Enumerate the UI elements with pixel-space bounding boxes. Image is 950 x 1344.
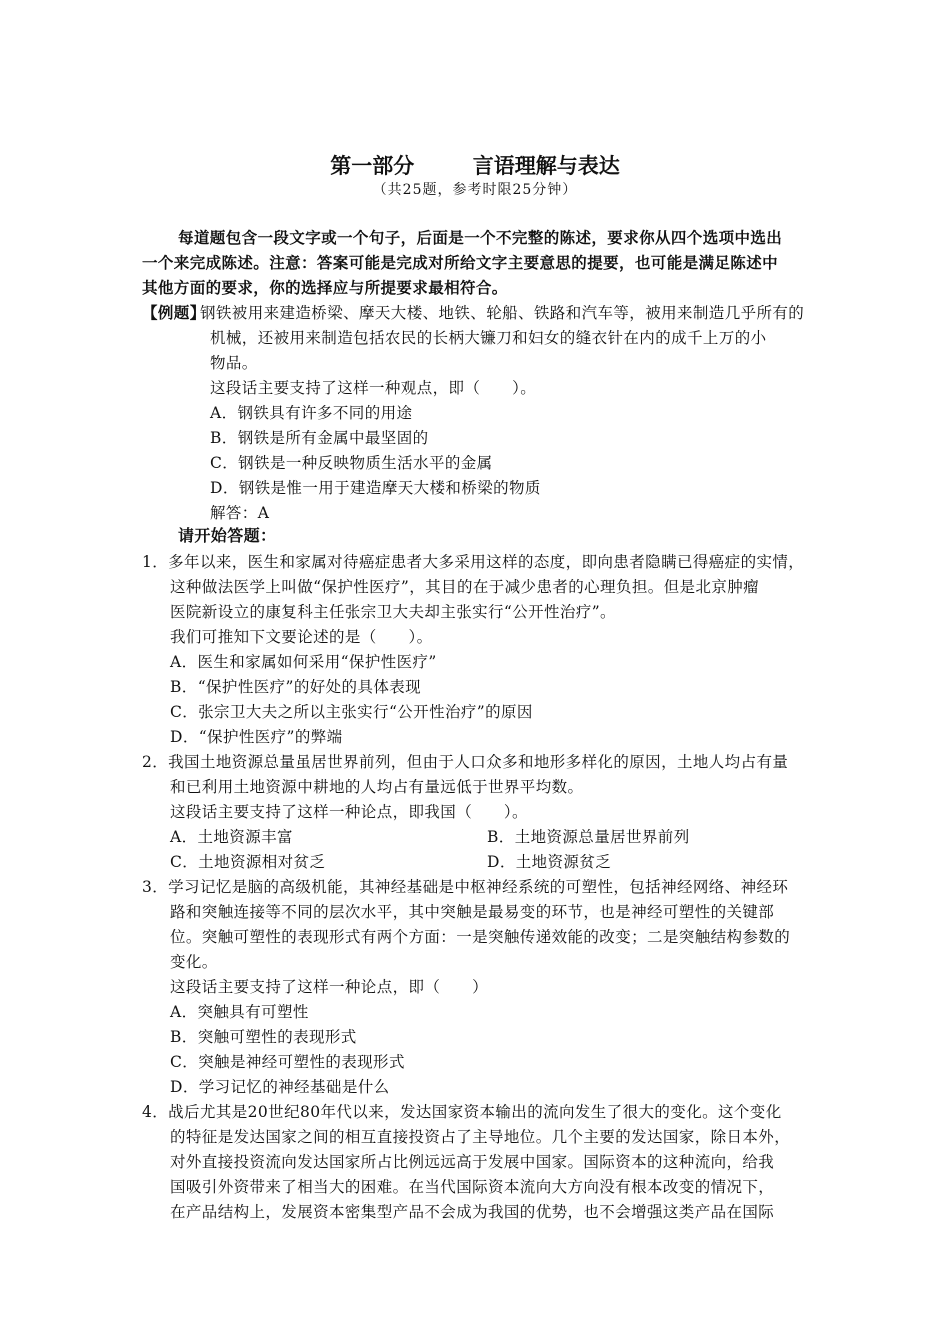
instruction-line-3: 其他方面的要求，你的选择应与所提要求最相符合。: [142, 279, 508, 297]
example-stem-line-1: 钢铁被用来建造桥梁、摩天大楼、地铁、轮船、铁路和汽车等，被用来制造几乎所有的: [200, 304, 805, 322]
instruction-line-2: 一个来完成陈述。注意：答案可能是完成对所给文字主要意思的提要，也可能是满足陈述中: [142, 254, 779, 272]
example-option-d: D．钢铁是惟一用于建造摩天大楼和桥梁的物质: [210, 479, 541, 497]
q1-stem-line-3: 医院新设立的康复科主任张宗卫大夫却主张实行“公开性治疗”。: [170, 603, 616, 621]
q1-option-a: A．医生和家属如何采用“保护性医疗”: [170, 653, 437, 671]
q4-stem-line-1: 4．战后尤其是20世纪80年代以来，发达国家资本输出的流向发生了很大的变化。这个变化: [142, 1103, 782, 1121]
q2-stem-line-1: 2．我国土地资源总量虽居世界前列，但由于人口众多和地形多样化的原因，土地人均占有量: [142, 753, 789, 771]
q3-stem-line-1: 3．学习记忆是脑的高级机能，其神经基础是中枢神经系统的可塑性，包括神经网络、神经环: [142, 878, 789, 896]
q3-stem-line-3: 位。突触可塑性的表现形式有两个方面：一是突触传递效能的改变；二是突触结构参数的: [170, 928, 791, 946]
q2-stem-line-2: 和已利用土地资源中耕地的人均占有量远低于世界平均数。: [170, 778, 584, 796]
start-label: 请开始答题：: [178, 526, 277, 545]
q3-stem-line-4: 变化。: [170, 953, 218, 971]
example-option-b: B．钢铁是所有金属中最坚固的: [210, 429, 429, 447]
q2-option-c: C．土地资源相对贫乏: [170, 853, 326, 871]
example-stem-line-2: 机械，还被用来制造包括农民的长柄大镰刀和妇女的缝衣针在内的成千上万的小: [210, 329, 767, 347]
q2-option-d: D．土地资源贫乏: [487, 853, 612, 871]
q3-option-b: B．突触可塑性的表现形式: [170, 1028, 357, 1046]
q4-stem-line-2: 的特征是发达国家之间的相互直接投资占了主导地位。几个主要的发达国家，除日本外，: [170, 1128, 791, 1146]
example-question: 这段话主要支持了这样一种观点，即（ ）。: [210, 379, 537, 397]
q2-option-a: A．土地资源丰富: [170, 828, 293, 846]
q3-option-c: C．突触是神经可塑性的表现形式: [170, 1053, 405, 1071]
q1-question: 我们可推知下文要论述的是（ ）。: [170, 628, 433, 646]
q4-stem-line-5: 在产品结构上，发展资本密集型产品不会成为我国的优势，也不会增强这类产品在国际: [170, 1203, 775, 1221]
q1-option-d: D．“保护性医疗”的弊端: [170, 728, 343, 746]
example-answer: 解答：A: [210, 504, 270, 522]
page-title: 第一部分 言语理解与表达: [330, 154, 620, 178]
q2-question: 这段话主要支持了这样一种论点，即我国（ ）。: [170, 803, 528, 821]
q3-option-d: D．学习记忆的神经基础是什么: [170, 1078, 390, 1096]
q1-stem-line-2: 这种做法医学上叫做“保护性医疗”，其目的在于减少患者的心理负担。但是北京肿瘤: [170, 578, 760, 596]
example-stem-line-3: 物品。: [210, 354, 258, 372]
q4-stem-line-4: 国吸引外资带来了相当大的困难。在当代国际资本流向大方向没有根本改变的情况下，: [170, 1178, 775, 1196]
q3-option-a: A．突触具有可塑性: [170, 1003, 309, 1021]
q3-question: 这段话主要支持了这样一种论点，即（ ）: [170, 978, 489, 996]
q1-option-b: B．“保护性医疗”的好处的具体表现: [170, 678, 422, 696]
q1-stem-line-1: 1．多年以来，医生和家属对待癌症患者大多采用这样的态度，即向患者隐瞒已得癌症的实情，: [142, 553, 805, 571]
q4-stem-line-3: 对外直接投资流向发达国家所占比例远远高于发展中国家。国际资本的这种流向，给我: [170, 1153, 775, 1171]
page-subtitle: （共25题，参考时限25分钟）: [372, 182, 578, 198]
q1-option-c: C．张宗卫大夫之所以主张实行“公开性治疗”的原因: [170, 703, 533, 721]
example-option-a: A．钢铁具有许多不同的用途: [210, 404, 413, 422]
q3-stem-line-2: 路和突触连接等不同的层次水平，其中突触是最易变的环节，也是神经可塑性的关键部: [170, 903, 775, 921]
example-option-c: C．钢铁是一种反映物质生活水平的金属: [210, 454, 493, 472]
instruction-line-1: 每道题包含一段文字或一个句子，后面是一个不完整的陈述，要求你从四个选项中选出: [178, 229, 783, 247]
q2-option-b: B．土地资源总量居世界前列: [487, 828, 690, 846]
example-tag: 【例题】: [142, 304, 206, 322]
